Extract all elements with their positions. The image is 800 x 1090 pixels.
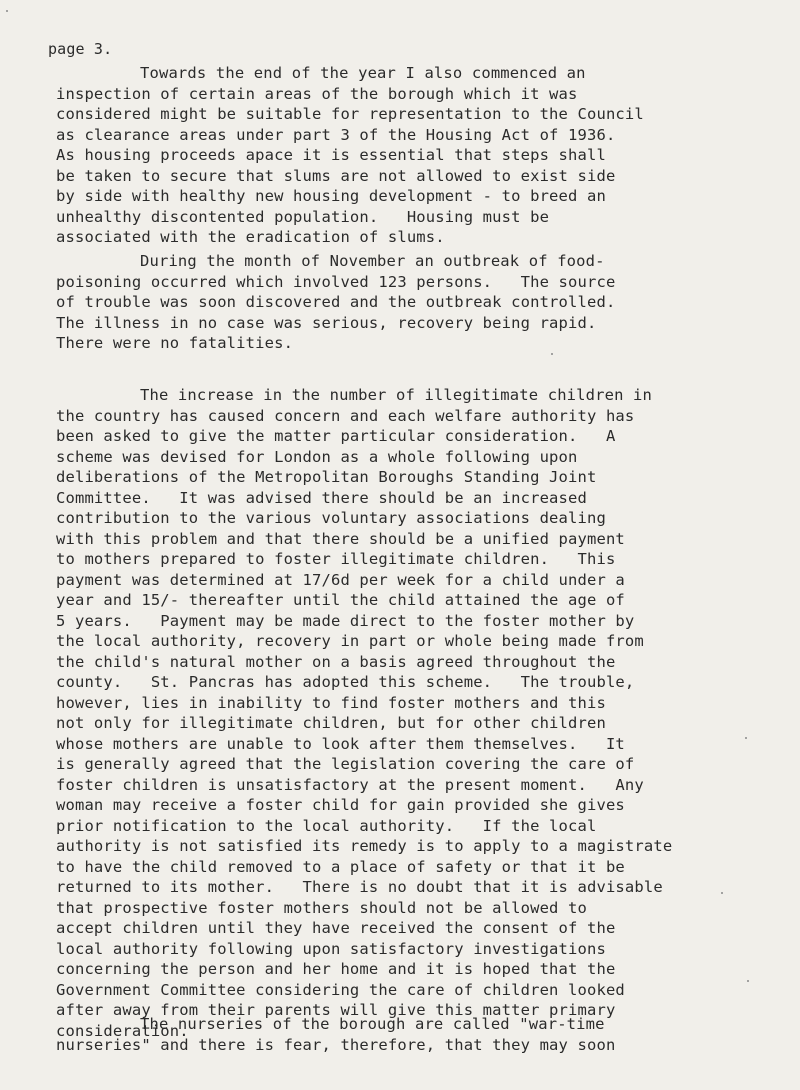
- text-line: to have the child removed to a place of safety or that it be: [56, 857, 625, 876]
- text-line: considered might be suitable for representation to the Council: [56, 105, 644, 123]
- text-line: whose mothers are unable to look after them themselves. It: [56, 734, 625, 753]
- paper-speck: [6, 10, 8, 12]
- paragraph-slum-clearance: [56, 63, 776, 248]
- text-line: inspection of certain areas of the borough which it was: [56, 84, 578, 103]
- text-line: local authority following upon satisfactory investigations: [56, 939, 606, 958]
- text-line: by side with healthy new housing development - to breed an: [56, 187, 606, 205]
- text-line: Towards the end of the year I also commenced an: [140, 64, 586, 82]
- paper-speck: [745, 737, 747, 739]
- text-line: The illness in no case was serious, recovery being rapid.: [56, 313, 597, 332]
- text-line: As housing proceeds apace it is essential that steps shall: [56, 146, 606, 164]
- text-line: payment was determined at 17/6d per week for a child under a: [56, 570, 625, 589]
- text-line: The increase in the number of illegitimate children in: [140, 386, 653, 404]
- text-line: as clearance areas under part 3 of the Housing Act of 1936.: [56, 125, 616, 144]
- text-line: associated with the eradication of slums.: [56, 228, 445, 246]
- paper-speck: [747, 980, 749, 982]
- text-line: The nurseries of the borough are called "war-time: [140, 1015, 605, 1033]
- paragraph-nurseries: [56, 1014, 776, 1055]
- text-line: 5 years. Payment may be made direct to the foster mother by: [56, 611, 635, 630]
- text-line: Government Committee considering the care of children looked: [56, 980, 625, 999]
- paragraph-illegitimate-children: [56, 385, 776, 1041]
- text-line: prior notification to the local authority. If the local: [56, 816, 597, 835]
- text-line: be taken to secure that slums are not allowed to exist side: [56, 166, 616, 185]
- text-line: been asked to give the matter particular consideration. A: [56, 427, 616, 445]
- text-line: that prospective foster mothers should not be allowed to: [56, 898, 587, 917]
- text-line: poisoning occurred which involved 123 persons. The source: [56, 272, 616, 291]
- text-line: deliberations of the Metropolitan Boroughs Standing Joint: [56, 468, 597, 486]
- text-line: concerning the person and her home and it is hoped that the: [56, 960, 616, 978]
- text-line: foster children is unsatisfactory at the present moment. Any: [56, 775, 644, 794]
- text-line: During the month of November an outbreak of food-: [140, 252, 605, 270]
- text-line: with this problem and that there should be a unified payment: [56, 529, 625, 548]
- text-line: to mothers prepared to foster illegitimate children. This: [56, 550, 616, 568]
- text-line: after away from their parents will give this matter primary: [56, 1001, 616, 1019]
- paper-speck: [551, 353, 553, 355]
- text-line: woman may receive a foster child for gain provided she gives: [56, 796, 625, 814]
- text-line: the local authority, recovery in part or whole being made from: [56, 632, 644, 650]
- text-line: unhealthy discontented population. Housing must be: [56, 207, 550, 226]
- paragraph-food-poisoning: [56, 251, 776, 354]
- paper-speck: [721, 892, 723, 894]
- text-line: returned to its mother. There is no doubt that it is advisable: [56, 878, 663, 896]
- text-line: There were no fatalities.: [56, 334, 294, 352]
- text-line: however, lies in inability to find foster mothers and this: [56, 693, 606, 712]
- page-number: page 3.: [48, 40, 113, 58]
- text-line: accept children until they have received the consent of the: [56, 919, 616, 937]
- text-line: county. St. Pancras has adopted this scheme. The trouble,: [56, 673, 635, 691]
- text-line: of trouble was soon discovered and the outbreak controlled.: [56, 293, 616, 311]
- text-line: is generally agreed that the legislation covering the care of: [56, 755, 635, 773]
- text-line: Committee. It was advised there should be an increased: [56, 488, 587, 507]
- text-line: not only for illegitimate children, but for other children: [56, 714, 606, 732]
- text-line: the country has caused concern and each welfare authority has: [56, 406, 635, 425]
- text-line: nurseries" and there is fear, therefore, that they may soon: [56, 1035, 616, 1054]
- text-line: year and 15/- thereafter until the child attained the age of: [56, 591, 625, 609]
- text-line: consideration.: [56, 1021, 189, 1040]
- text-line: the child's natural mother on a basis agreed throughout the: [56, 652, 616, 671]
- text-line: authority is not satisfied its remedy is to apply to a magistrate: [56, 837, 673, 855]
- text-line: scheme was devised for London as a whole following upon: [56, 447, 578, 466]
- text-line: contribution to the various voluntary associations dealing: [56, 509, 606, 527]
